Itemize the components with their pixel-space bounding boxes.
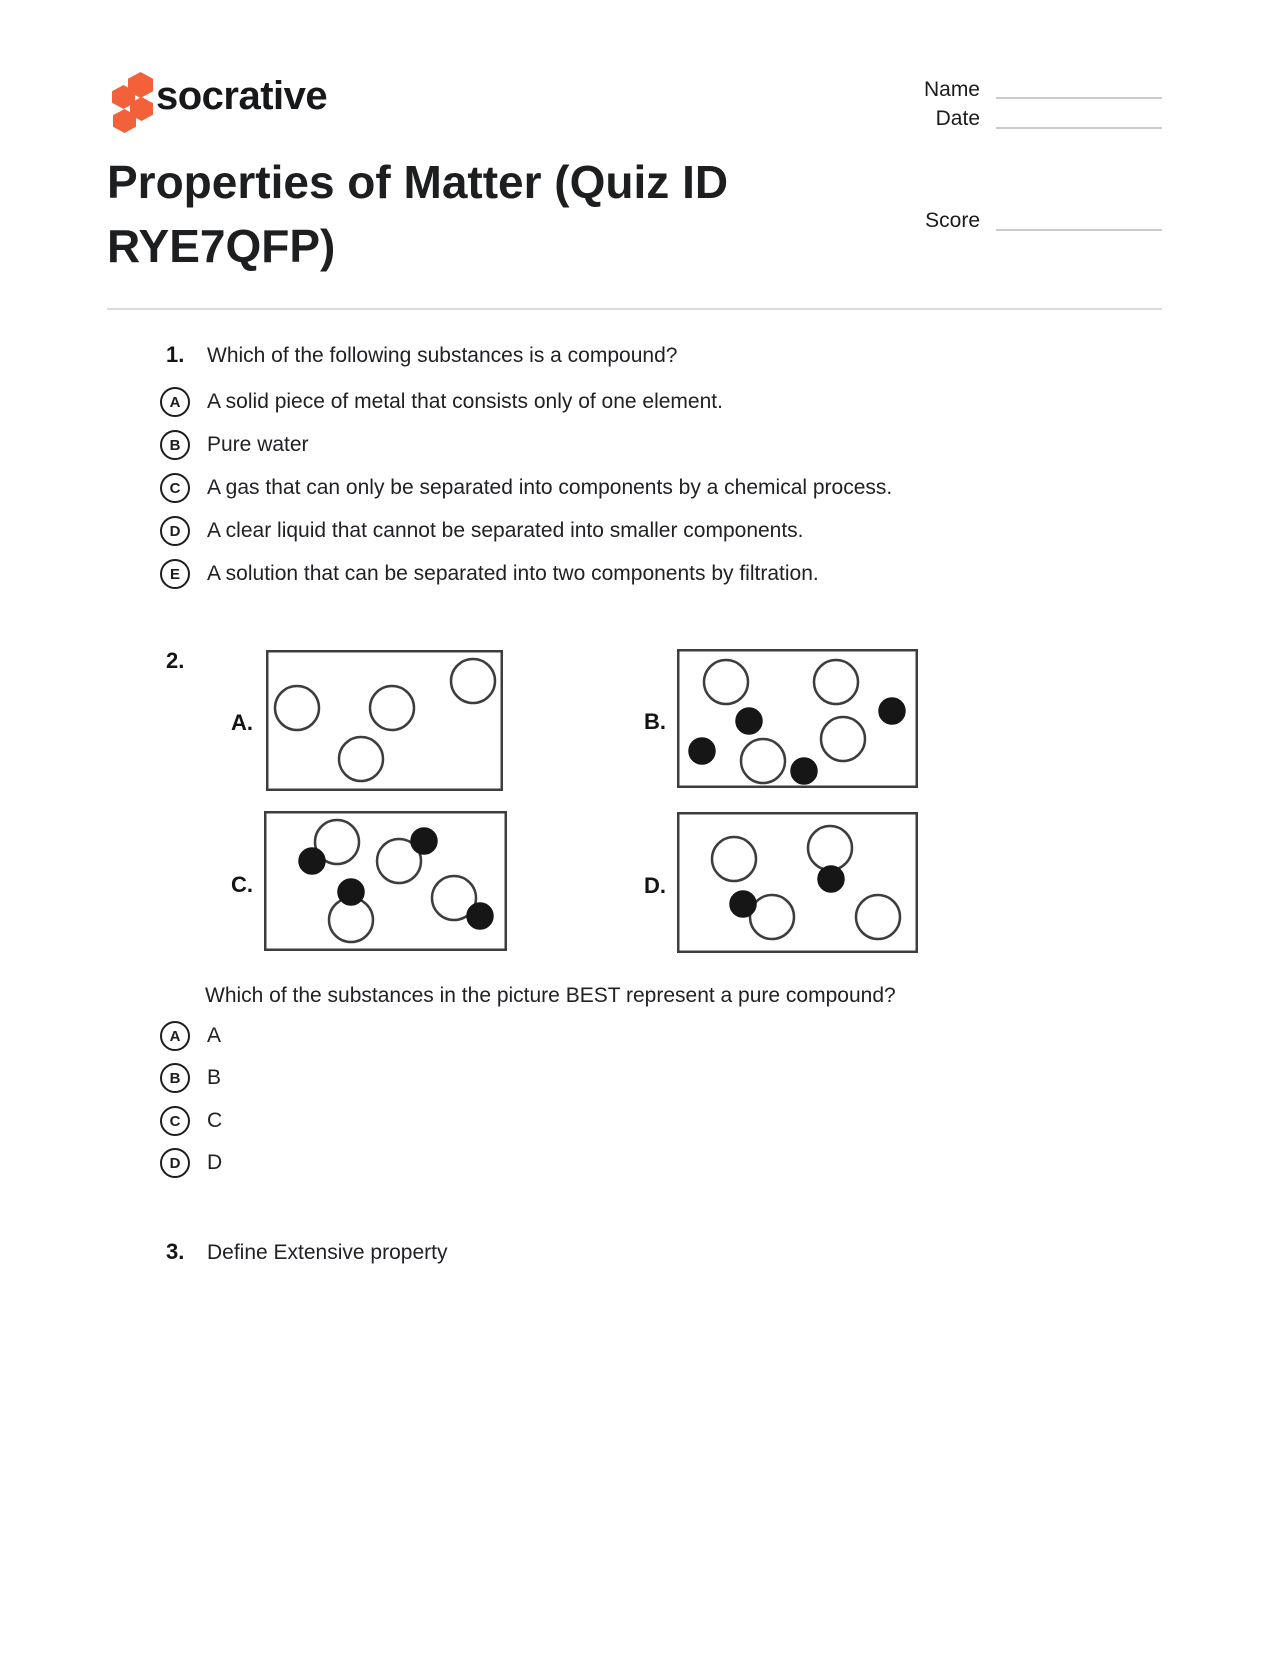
option-row-1e[interactable] [160, 559, 819, 589]
answer-bubble[interactable] [160, 1063, 190, 1093]
option-row-2a[interactable] [160, 1021, 221, 1051]
diagram-label-d: D. [644, 873, 666, 898]
answer-bubble[interactable] [160, 1021, 190, 1051]
answer-bubble[interactable] [160, 516, 190, 546]
option-text: A [207, 1024, 222, 1047]
socrative-logo-icon [107, 71, 157, 135]
option-text: A solid piece of metal that consists only of one element. [207, 390, 723, 413]
option-letter: B [169, 1069, 181, 1087]
white-atom [704, 660, 748, 704]
option-letter: C [169, 1112, 181, 1130]
question-number: 1. [166, 342, 185, 367]
white-atom [451, 659, 495, 703]
white-atom [339, 737, 383, 781]
black-atom [819, 867, 844, 892]
question-number: 3. [166, 1239, 185, 1264]
white-atom [808, 826, 852, 870]
question-3 [166, 1239, 447, 1265]
answer-bubble[interactable] [160, 473, 190, 503]
question-number: 2. [166, 648, 185, 673]
black-atom [412, 829, 437, 854]
question-text: Define Extensive property [207, 1241, 448, 1264]
option-text: C [207, 1109, 223, 1132]
black-atom [731, 892, 756, 917]
black-atom [690, 739, 715, 764]
answer-bubble[interactable] [160, 430, 190, 460]
question-1 [166, 342, 677, 368]
black-atom [737, 709, 762, 734]
particle-diagram-c [264, 811, 507, 951]
date-input-line[interactable] [996, 127, 1162, 129]
option-letter: D [169, 522, 181, 540]
option-row-1d[interactable] [160, 516, 804, 546]
option-text: A clear liquid that cannot be separated into smaller components. [207, 519, 804, 542]
particle-diagram-d [677, 812, 918, 953]
option-text: A gas that can only be separated into components by a chemical process. [207, 476, 893, 499]
black-atom [880, 699, 905, 724]
diagram-label-c: C. [231, 872, 253, 897]
quiz-title: Properties of Matter (Quiz ID RYE7QFP) [107, 156, 729, 272]
option-row-2b[interactable] [160, 1063, 221, 1093]
option-letter: A [169, 393, 181, 411]
option-letter: C [169, 479, 181, 497]
question-2 [166, 648, 207, 674]
answer-bubble[interactable] [160, 387, 190, 417]
option-letter: E [169, 565, 180, 583]
particle-diagram-a [266, 650, 503, 791]
name-label: Name [923, 78, 980, 101]
answer-bubble[interactable] [160, 1106, 190, 1136]
diagram-label-b: B. [644, 709, 666, 734]
option-letter: A [169, 1027, 181, 1045]
option-letter: D [169, 1154, 181, 1172]
option-row-2c[interactable] [160, 1106, 222, 1136]
black-atom [468, 904, 493, 929]
black-atom [792, 759, 817, 784]
particle-diagram-b [677, 649, 918, 788]
white-atom [814, 660, 858, 704]
diagram-label-a: A. [231, 710, 253, 735]
option-text: A solution that can be separated into two components by filtration. [207, 562, 819, 585]
answer-bubble[interactable] [160, 559, 190, 589]
white-atom [741, 739, 785, 783]
date-label: Date [935, 107, 980, 130]
option-row-1b[interactable] [160, 430, 309, 460]
score-label: Score [925, 209, 980, 232]
answer-bubble[interactable] [160, 1148, 190, 1178]
option-row-1c[interactable] [160, 473, 892, 503]
question-text: Which of the following substances is a compound? [207, 344, 678, 367]
black-atom [300, 849, 325, 874]
option-text: B [207, 1066, 222, 1089]
option-text: D [207, 1151, 223, 1174]
header-divider [107, 308, 1162, 310]
name-input-line[interactable] [996, 97, 1162, 99]
white-atom [370, 686, 414, 730]
white-atom [275, 686, 319, 730]
option-row-1a[interactable] [160, 387, 723, 417]
question-text: Which of the substances in the picture BEST represent a pure compound? [205, 984, 896, 1007]
white-atom [750, 895, 794, 939]
option-letter: B [169, 436, 181, 454]
question-2-text-row [205, 984, 896, 1008]
option-text: Pure water [207, 433, 309, 456]
score-input-line[interactable] [996, 229, 1162, 231]
option-row-2d[interactable] [160, 1148, 222, 1178]
white-atom [821, 717, 865, 761]
white-atom [856, 895, 900, 939]
white-atom [712, 837, 756, 881]
black-atom [339, 880, 364, 905]
brand-wordmark: socrative [156, 74, 328, 118]
